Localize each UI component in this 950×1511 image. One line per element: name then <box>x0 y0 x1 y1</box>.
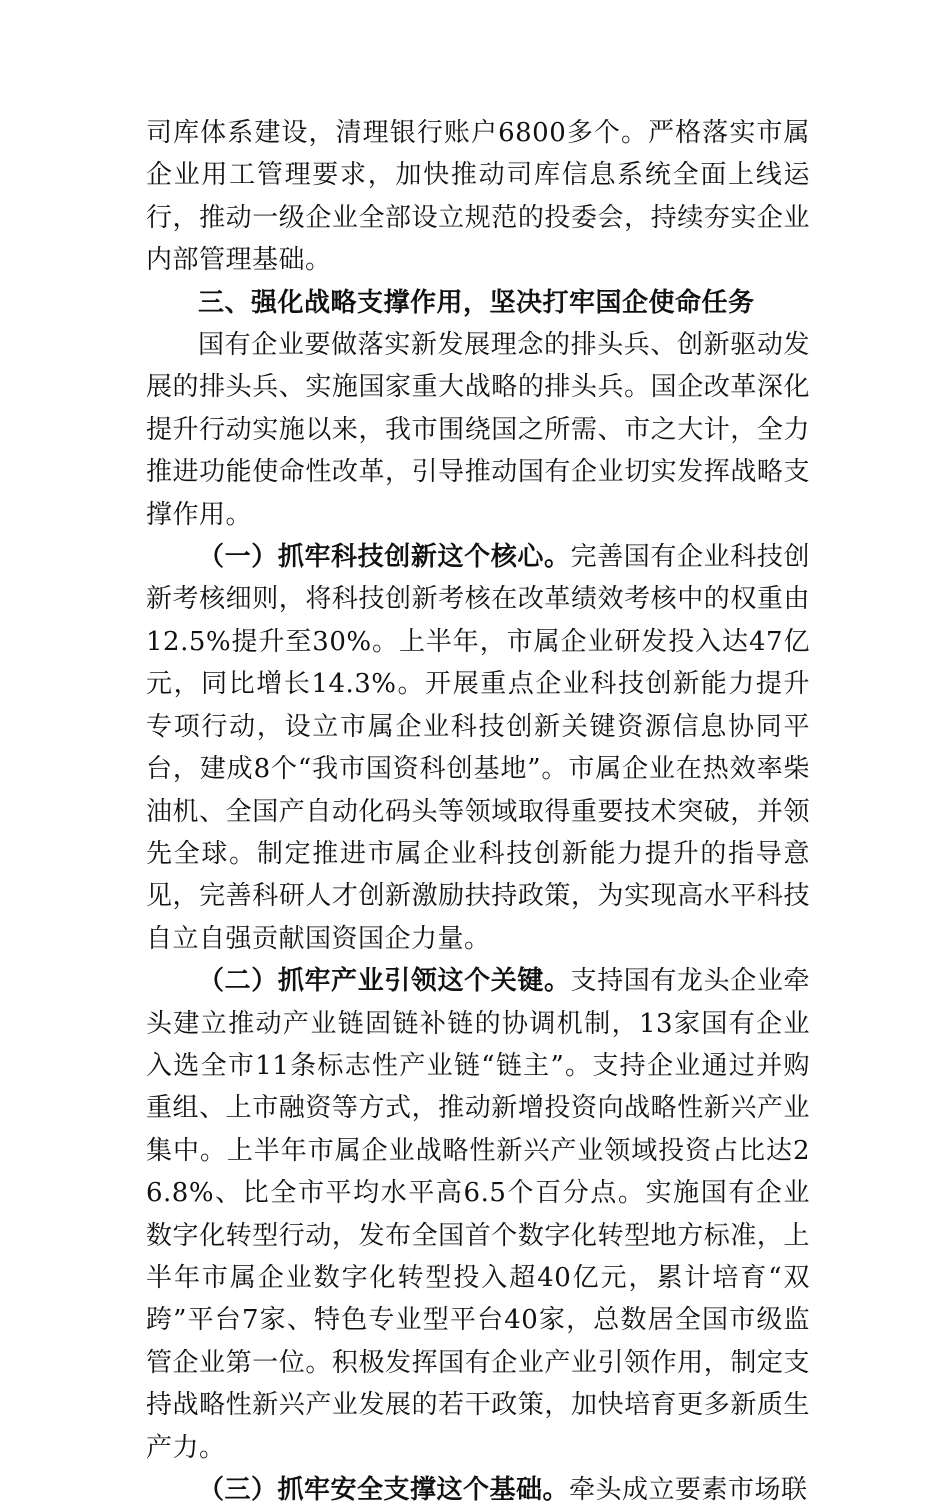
item-body-2: 支持国有龙头企业牵头建立推动产业链固链补链的协调机制，13家国有企业入选全市11条标志性产业链“链主”。支持企业通过并购重组、上市融资等方式，推动新增投资向战略性新兴产业集中。上半年市属企业战略性新兴产业领域投资占比达26.8%、比全市平均水平高6.5个百分点。实施国有企业数字化转型行动，发布全国首个数字化转型地方标准，上半年市属企业数字化转型投入超40亿元，累计培育“双跨”平台7家、特色专业型平台40家，总数居全国市级监管企业第一位。积极发挥国有企业产业引领作用，制定支持战略性新兴产业发展的若干政策，加快培育更多新质生产力。 <box>146 966 810 1463</box>
item-body-3: 牵头成立要素市场联 <box>569 1475 808 1505</box>
item-lead-3: （三）抓牢安全支撑这个基础。 <box>198 1475 570 1505</box>
item-paragraph-2 <box>146 960 810 1469</box>
item-body-1: 完善国有企业科技创新考核细则，将科技创新考核在改革绩效考核中的权重由12.5%提升至30%。上半年，市属企业研发投入达47亿元，同比增长14.3%。开展重点企业科技创新能力提升专项行动，设立市属企业科技创新关键资源信息协同平台，建成8个“我市国资科创基地”。市属企业在热效率柴油机、全国产自动化码头等领域取得重要技术突破，并领先全球。制定推进市属企业科技创新能力提升的指导意见，完善科研人才创新激励扶持政策，为实现高水平科技自立自强贡献国资国企力量。 <box>146 542 810 954</box>
item-lead-2: （二）抓牢产业引领这个关键。 <box>198 966 571 997</box>
item-paragraph-1 <box>146 536 810 960</box>
section-heading: 三、强化战略支撑作用，坚决打牢国企使命任务 <box>198 287 755 318</box>
item-paragraph-3 <box>146 1469 810 1511</box>
item-lead-1: （一）抓牢科技创新这个核心。 <box>198 542 571 573</box>
section-intro-paragraph: 国有企业要做落实新发展理念的排头兵、创新驱动发展的排头兵、实施国家重大战略的排头兵。国企改革深化提升行动实施以来，我市围绕国之所需、市之大计，全力推进功能使命性改革，引导推动国有企业切实发挥战略支撑作用。 <box>146 330 810 530</box>
document-page <box>146 112 810 1511</box>
paragraph-continued: 司库体系建设，清理银行账户6800多个。严格落实市属企业用工管理要求，加快推动司库信息系统全面上线运行，推动一级企业全部设立规范的投委会，持续夯实企业内部管理基础。 <box>146 118 810 276</box>
